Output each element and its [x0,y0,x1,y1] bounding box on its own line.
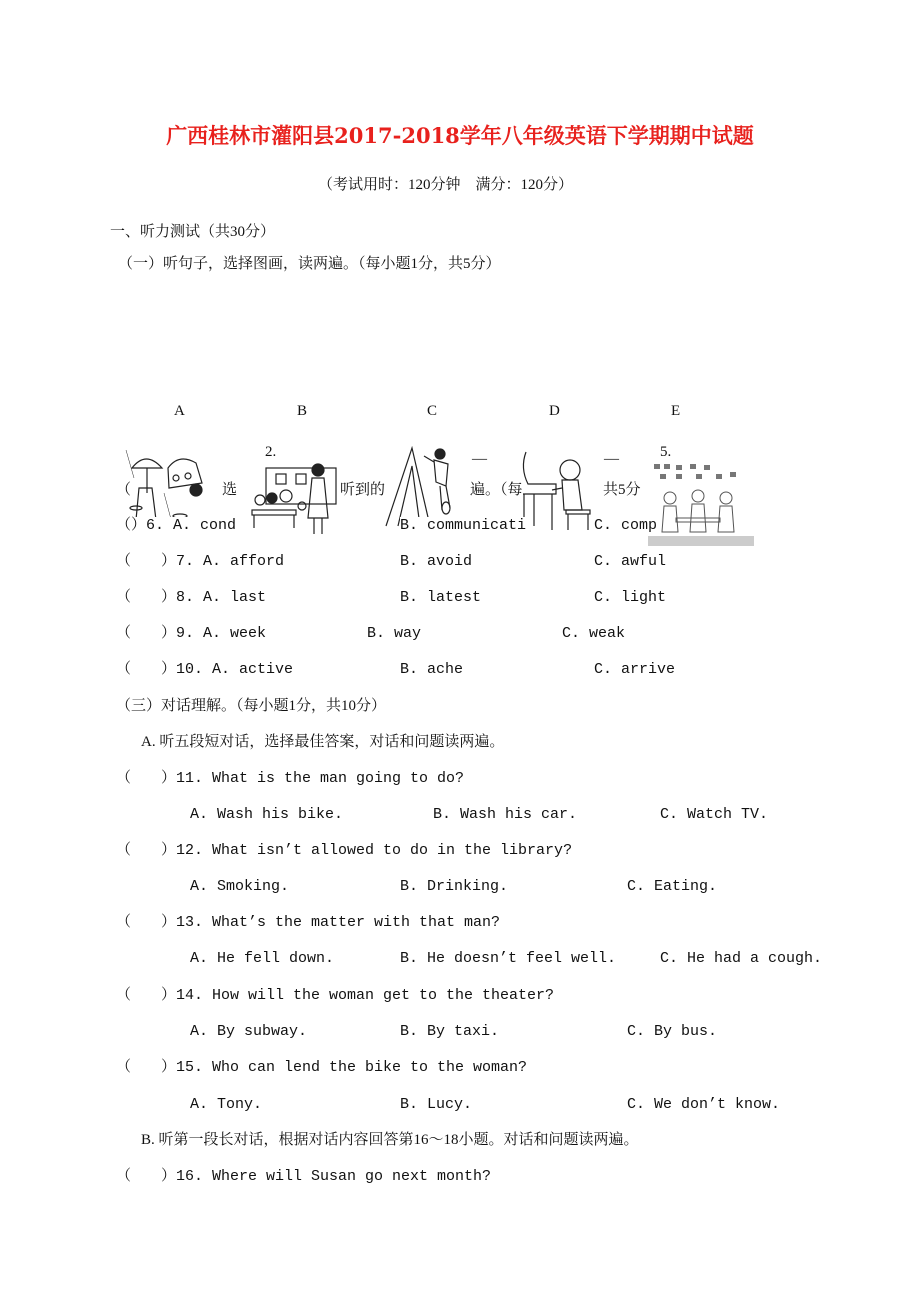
picture-b-classroom [246,462,342,538]
q6-option-b: B. communicati [400,517,527,534]
question-9: （ ）9. A. week [116,625,267,642]
pic-label-d: D [549,403,560,419]
picture-e-party [646,462,756,548]
blank-dash: — [604,451,619,467]
option-c: C. arrive [594,661,676,678]
question-12: （ ）12. What isn’t allowed to do in the library? [116,842,573,859]
pic-number: 2. [265,444,277,460]
classroom-icon [246,462,342,538]
option-a: A. Smoking. [190,878,290,895]
question-8: （ ）8. A. last [116,589,267,606]
option-b: B. Lucy. [400,1096,473,1113]
question-10: （ ）10. A. active [116,661,294,678]
option-a: A. Tony. [190,1096,263,1113]
pic-label-e: E [671,403,681,419]
text-fragment: 共5分 [603,482,641,498]
option-c: C. We don’t know. [627,1096,781,1113]
option-b: B. ache [400,661,464,678]
part-b-instructions: B. 听第一段长对话，根据对话内容回答第16～18小题。对话和问题读两遍。 [141,1132,639,1148]
option-a: A. By subway. [190,1023,308,1040]
birthday-party-icon [646,462,756,548]
part-a-instructions: A. 听五段短对话，选择最佳答案，对话和问题读两遍。 [141,734,505,750]
text-fragment: 遍。（每 [470,482,523,498]
umbrella-rain-icon [124,448,204,528]
mountain-climber-icon [384,446,470,528]
option-c: C. weak [562,625,626,642]
pic-label-b: B [297,403,308,419]
option-a: A. Wash his bike. [190,806,344,823]
q6-option-c: C. comp [594,517,658,534]
option-b: B. He doesn’t feel well. [400,950,617,967]
option-b: B. Wash his car. [433,806,578,823]
question-11: （ ）11. What is the man going to do? [116,770,465,787]
picture-a-rain-umbrella [124,448,204,528]
question-16: （ ）16. Where will Susan go next month? [116,1168,492,1185]
option-c: C. By bus. [627,1023,718,1040]
page-title: 广西桂林市灌阳县2017-2018学年八年级英语下学期期中试题 [166,123,754,148]
q6-option-a: ）6. A. cond [131,517,237,534]
pic-number: 5. [660,444,672,460]
option-a: A. He fell down. [190,950,335,967]
pic-label-c: C [427,403,438,419]
option-b: B. way [367,625,422,642]
subtitle: （考试用时：120分钟 满分：120分） [318,177,574,193]
part1-heading: （一）听句子，选择图画，读两遍。（每小题1分，共5分） [118,256,501,272]
option-b: B. avoid [400,553,473,570]
option-c: C. He had a cough. [660,950,823,967]
text-fragment: 听到的 [340,482,386,498]
section-heading: 一、听力测试（共30分） [110,224,276,240]
picture-d-piano [516,448,596,532]
text-fragment: 选 [222,482,238,498]
question-14: （ ）14. How will the woman get to the theater? [116,987,555,1004]
blank-dash: — [472,451,487,467]
option-c: C. Watch TV. [660,806,769,823]
option-b: B. latest [400,589,482,606]
option-c: C. awful [594,553,667,570]
question-13: （ ）13. What’s the matter with that man? [116,914,501,931]
text-fragment: （ [116,517,132,534]
option-b: B. By taxi. [400,1023,500,1040]
pic-label-a: A [174,403,185,419]
piano-player-icon [516,448,596,532]
option-c: C. Eating. [627,878,718,895]
option-c: C. light [594,589,667,606]
question-7: （ ）7. A. afford [116,553,285,570]
option-b: B. Drinking. [400,878,509,895]
part3-heading: （三）对话理解。（每小题1分，共10分） [116,698,387,714]
picture-c-climbing [384,446,470,528]
question-15: （ ）15. Who can lend the bike to the woman? [116,1059,528,1076]
text-fragment: （ [116,482,132,498]
